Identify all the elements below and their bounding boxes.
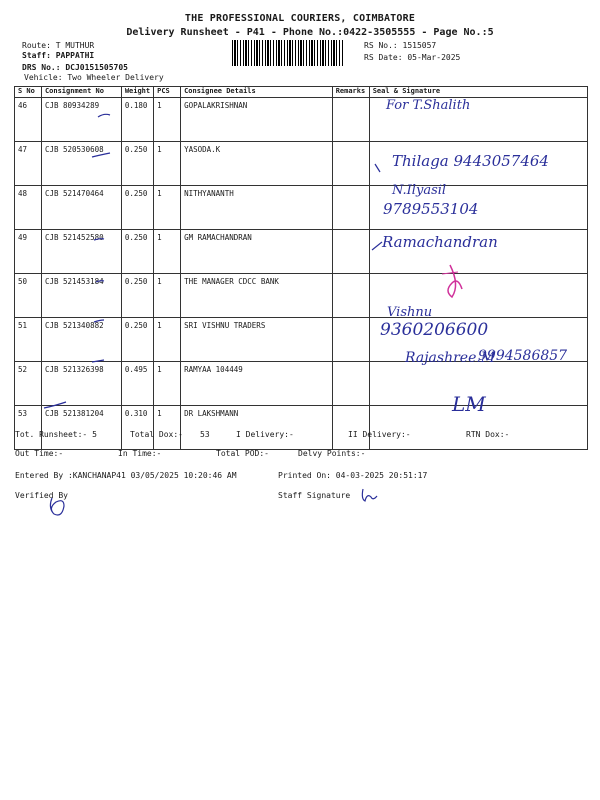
- tick-mark: [98, 114, 110, 117]
- verified-signature: [50, 498, 64, 515]
- signature-52-name: Rajashree.M: [405, 350, 496, 366]
- signature-53: LM: [452, 392, 486, 416]
- entered-by: Entered By :KANCHANAP41 03/05/2025 10:20:46 AM: [15, 471, 237, 480]
- tick-mark: [92, 153, 110, 157]
- tick-mark: [94, 239, 104, 240]
- signature-48-phone: 9789553104: [383, 200, 479, 218]
- col-signature: Seal & Signature: [369, 87, 587, 98]
- cell-weight: 0.310: [121, 406, 153, 450]
- company-title: THE PROFESSIONAL COURIERS, COIMBATORE: [184, 13, 416, 24]
- cell-consignment: CJB 521340882: [41, 318, 121, 362]
- ii-delivery: II Delivery:-: [348, 430, 411, 439]
- tick-mark: [375, 164, 380, 172]
- cell-pcs: 1: [154, 362, 181, 406]
- rtn-dox: RTN Dox:-: [466, 430, 510, 439]
- col-sno: S No: [15, 87, 42, 98]
- col-consignment: Consignment No: [41, 87, 121, 98]
- out-time: Out Time:-: [15, 449, 64, 458]
- cell-sno: 46: [15, 98, 42, 142]
- cell-consignee: YASODA.K: [181, 142, 333, 186]
- tick-mark: [96, 281, 104, 282]
- cell-consignee: SRI VISHNU TRADERS: [181, 318, 333, 362]
- cell-consignee: RAMYAA 104449: [181, 362, 333, 406]
- cell-sno: 49: [15, 230, 42, 274]
- signature-46: For T.Shalith: [386, 98, 471, 113]
- cell-consignment: CJB 80934289: [41, 98, 121, 142]
- col-pcs: PCS: [154, 87, 181, 98]
- tick-mark: [94, 320, 104, 322]
- cell-pcs: 1: [154, 318, 181, 362]
- tick-mark: [92, 360, 104, 362]
- cell-consignee: DR LAKSHMANN: [181, 406, 333, 450]
- cell-weight: 0.250: [121, 186, 153, 230]
- cell-weight: 0.250: [121, 230, 153, 274]
- cell-consignment: CJB 521470464: [41, 186, 121, 230]
- staff-signature: Staff Signature: [278, 491, 351, 500]
- route-label: Route: T MUTHUR: [22, 41, 95, 50]
- rs-number: RS No.: 1515057: [364, 41, 437, 50]
- cell-weight: 0.250: [121, 142, 153, 186]
- verified-by: Verified By: [15, 491, 68, 500]
- total-pod: Total POD:-: [216, 449, 269, 458]
- tick-mark: [372, 242, 382, 250]
- staff-signature-mark: [362, 489, 377, 501]
- cell-pcs: 1: [154, 98, 181, 142]
- cell-pcs: 1: [154, 142, 181, 186]
- col-consignee: Consignee Details: [181, 87, 333, 98]
- cell-consignee: NITHYANANTH: [181, 186, 333, 230]
- cell-consignment: CJB 520530608: [41, 142, 121, 186]
- cell-sno: 52: [15, 362, 42, 406]
- cell-consignee: THE MANAGER CDCC BANK: [181, 274, 333, 318]
- total-dox-value: 53: [200, 430, 210, 439]
- cell-sno: 50: [15, 274, 42, 318]
- cell-sno: 47: [15, 142, 42, 186]
- cell-pcs: 1: [154, 406, 181, 450]
- in-time: In Time:-: [118, 449, 162, 458]
- rs-date: RS Date: 05-Mar-2025: [364, 53, 461, 62]
- vehicle-label: Vehicle: Two Wheeler Delivery: [24, 73, 164, 82]
- total-dox-label: Total Dox:-: [130, 430, 183, 439]
- stamp-mark: [442, 272, 458, 274]
- cell-pcs: 1: [154, 230, 181, 274]
- cell-pcs: 1: [154, 186, 181, 230]
- delvy-points: Delvy Points:-: [298, 449, 366, 458]
- signature-51-phone: 9360206600: [380, 320, 489, 340]
- cell-sno: 51: [15, 318, 42, 362]
- cell-consignee: GM RAMACHANDRAN: [181, 230, 333, 274]
- col-remarks: Remarks: [332, 87, 369, 98]
- cell-weight: 0.495: [121, 362, 153, 406]
- staff-label: Staff: PAPPATHI: [22, 51, 95, 60]
- cell-consignment: CJB 521452580: [41, 230, 121, 274]
- signature-48-name: N.Ilyasil: [392, 183, 447, 198]
- cell-weight: 0.250: [121, 318, 153, 362]
- signature-47: Thilaga 9443057464: [392, 152, 549, 170]
- col-weight: Weight: [121, 87, 153, 98]
- signature-51-name: Vishnu: [387, 305, 433, 320]
- signature-52-phone: 9994586857: [478, 348, 568, 364]
- i-delivery: I Delivery:-: [236, 430, 294, 439]
- cell-pcs: 1: [154, 274, 181, 318]
- cell-consignment: CJB 521326398: [41, 362, 121, 406]
- drs-number: DRS No.: DCJ0151505705: [22, 63, 128, 72]
- printed-on: Printed On: 04-03-2025 20:51:17: [278, 471, 428, 480]
- cell-weight: 0.180: [121, 98, 153, 142]
- cell-consignee: GOPALAKRISHNAN: [181, 98, 333, 142]
- stamp-mark: [448, 265, 462, 297]
- cell-weight: 0.250: [121, 274, 153, 318]
- cell-sno: 48: [15, 186, 42, 230]
- cell-consignment: CJB 521381204: [41, 406, 121, 450]
- runsheet-subtitle: Delivery Runsheet - P41 - Phone No.:0422-3505555 - Page No.:5: [126, 27, 494, 38]
- cell-consignment: CJB 521453184: [41, 274, 121, 318]
- cell-sno: 53: [15, 406, 42, 450]
- signature-49: Ramachandran: [382, 233, 498, 251]
- tick-mark: [44, 402, 66, 408]
- tot-runsheet: Tot. Runsheet:- 5: [15, 430, 97, 439]
